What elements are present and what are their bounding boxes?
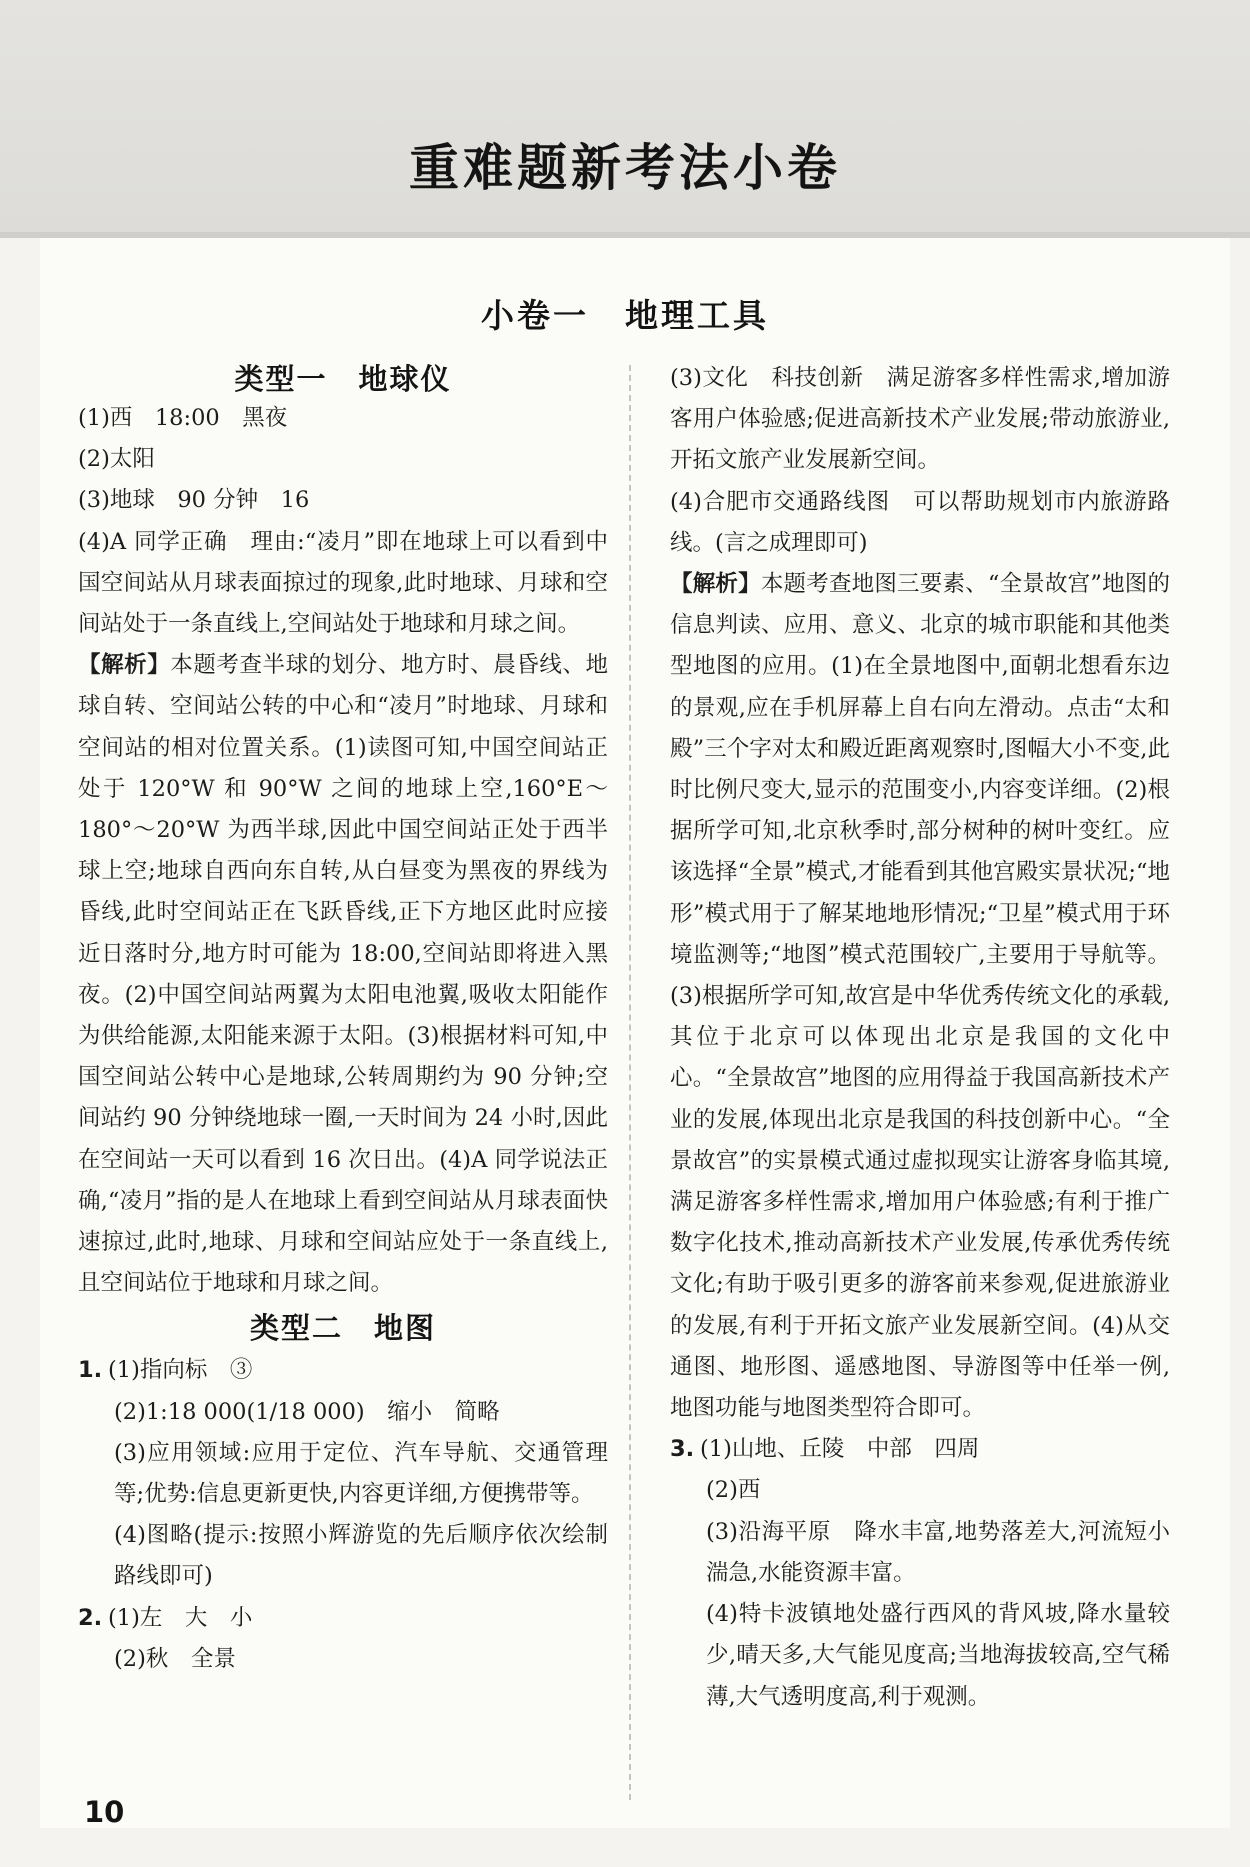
type1-answer-2: (2)太阳 (78, 446, 155, 473)
type1-title: 类型一 地球仪 (234, 362, 452, 396)
page-number: 10 (84, 1795, 125, 1829)
q3-number: 3. (670, 1436, 695, 1463)
q3-line-1 (670, 1429, 1170, 1470)
q2-part-4: (4)合肥市交通路线图 可以帮助规划市内旅游路线。(言之成理即可) (670, 488, 1170, 556)
q2-part-3: (3)文化 科技创新 满足游客多样性需求,增加游客用户体验感;促进高新技术产业发展;带动旅游业,开拓文旅产业发展新空间。 (670, 365, 1170, 474)
left-column (78, 358, 608, 1680)
q3-part-3: (3)沿海平原 降水丰富,地势落差大,河流短小湍急,水能资源丰富。 (706, 1518, 1170, 1586)
analysis-label: 【解析】 (78, 652, 171, 679)
q2-line-1 (78, 1598, 608, 1639)
q1-line-1 (78, 1350, 608, 1391)
type1-answer-3: (3)地球 90 分钟 16 (78, 487, 310, 514)
q1-part-2: (2)1:18 000(1/18 000) 缩小 简略 (114, 1398, 500, 1425)
section-title: 小卷一 地理工具 (481, 296, 769, 335)
q1-part-3: (3)应用领域:应用于定位、汽车导航、交通管理等;优势:信息更新更快,内容更详细,方便携带等。 (114, 1439, 608, 1508)
q3-part-4: (4)特卡波镇地处盛行西风的背风坡,降水量较少,晴天多,大气能见度高;当地海拔较高,空气稀薄,大气透明度高,利于观测。 (706, 1601, 1170, 1710)
q1-part-1: (1)指向标 ③ (108, 1357, 253, 1384)
right-column (670, 358, 1170, 1718)
q2-part-2: (2)秋 全景 (114, 1645, 236, 1672)
q2-part-1: (1)左 大 小 (108, 1604, 253, 1631)
analysis-label: 【解析】 (670, 571, 761, 598)
header-band (0, 0, 1250, 238)
column-divider (629, 365, 631, 1800)
type1-analysis (78, 645, 608, 1304)
q3-part-2: (2)西 (706, 1477, 761, 1504)
type2-title: 类型二 地图 (249, 1311, 436, 1346)
q1-number: 1. (78, 1357, 103, 1384)
page-title: 重难题新考法小卷 (409, 139, 841, 197)
q1-part-4: (4)图略(提示:按照小辉游览的先后顺序依次绘制路线即可) (114, 1522, 608, 1590)
q3-part-1: (1)山地、丘陵 中部 四周 (700, 1436, 980, 1463)
q2-analysis-text: 本题考查地图三要素、“全景故宫”地图的信息判读、应用、意义、北京的城市职能和其他类型地图的应用。(1)在全景地图中,面朝北想看东边的景观,应在手机屏幕上自右向左滑动。点击“太和殿”三个字对太和殿近距离观察时,图幅大小不变,此时比例尺变大,显示的范围变小,内容变详细。(2)根据所学可知,北京秋季时,部分树种的树叶变红。应该选择“全景”模式,才能看到其他宫殿实景状况;“地形”模式用于了解某地地形情况;“卫星”模式用于环境监测等;“地图”模式范围较广,主要用于导航等。(3)根据所学可知,故宫是中华优秀传统文化的承载,其位于北京可以体现出北京是我国的文化中心。“全景故宫”地图的应用得益于我国高新技术产业的发展,体现出北京是我国的科技创新中心。“全景故宫”的实景模式通过虚拟现实让游客身临其境,满足游客多样性需求,增加用户体验感;有利于推广数字化技术,推动高新技术产业发展,传承优秀传统文化;有助于吸引更多的游客前来参观,促进旅游业的发展,有利于开拓文旅产业发展新空间。(4)从交通图、地形图、遥感地图、导游图等中任举一例,地图功能与地图类型符合即可。 (670, 571, 1170, 1422)
q2-analysis (670, 564, 1170, 1429)
type1-analysis-text: 本题考查半球的划分、地方时、晨昏线、地球自转、空间站公转的中心和“凌月”时地球、月球和空间站的相对位置关系。(1)读图可知,中国空间站正处于 120°W 和 90°W 之间的地球上空,160°E～180°～20°W 为西半球,因此中国空间站正处于西半球上空;地球自西向东自转,从白昼变为黑夜的界线为昏线,此时空间站正在飞跃昏线,正下方地区此时应接近日落时分,地方时可能为 18:00,空间站即将进入黑夜。(2)中国空间站两翼为太阳电池翼,吸收太阳能作为供给能源,太阳能来源于太阳。(3)根据材料可知,中国空间站公转中心是地球,公转周期约为 90 分钟;空间站约 90 分钟绕地球一圈,一天时间为 24 小时,因此在空间站一天可以看到 16 次日出。(4)A 同学说法正确,“凌月”指的是人在地球上看到空间站从月球表面快速掠过,此时,地球、月球和空间站应处于一条直线上,且空间站位于地球和月球之间。 (78, 652, 608, 1297)
q2-number: 2. (78, 1604, 103, 1631)
type1-answer-4: (4)A 同学正确 理由:“凌月”即在地球上可以看到中国空间站从月球表面掠过的现象,此时地球、月球和空间站处于一条直线上,空间站处于地球和月球之间。 (78, 528, 608, 638)
type1-answer-1: (1)西 18:00 黑夜 (78, 405, 288, 431)
